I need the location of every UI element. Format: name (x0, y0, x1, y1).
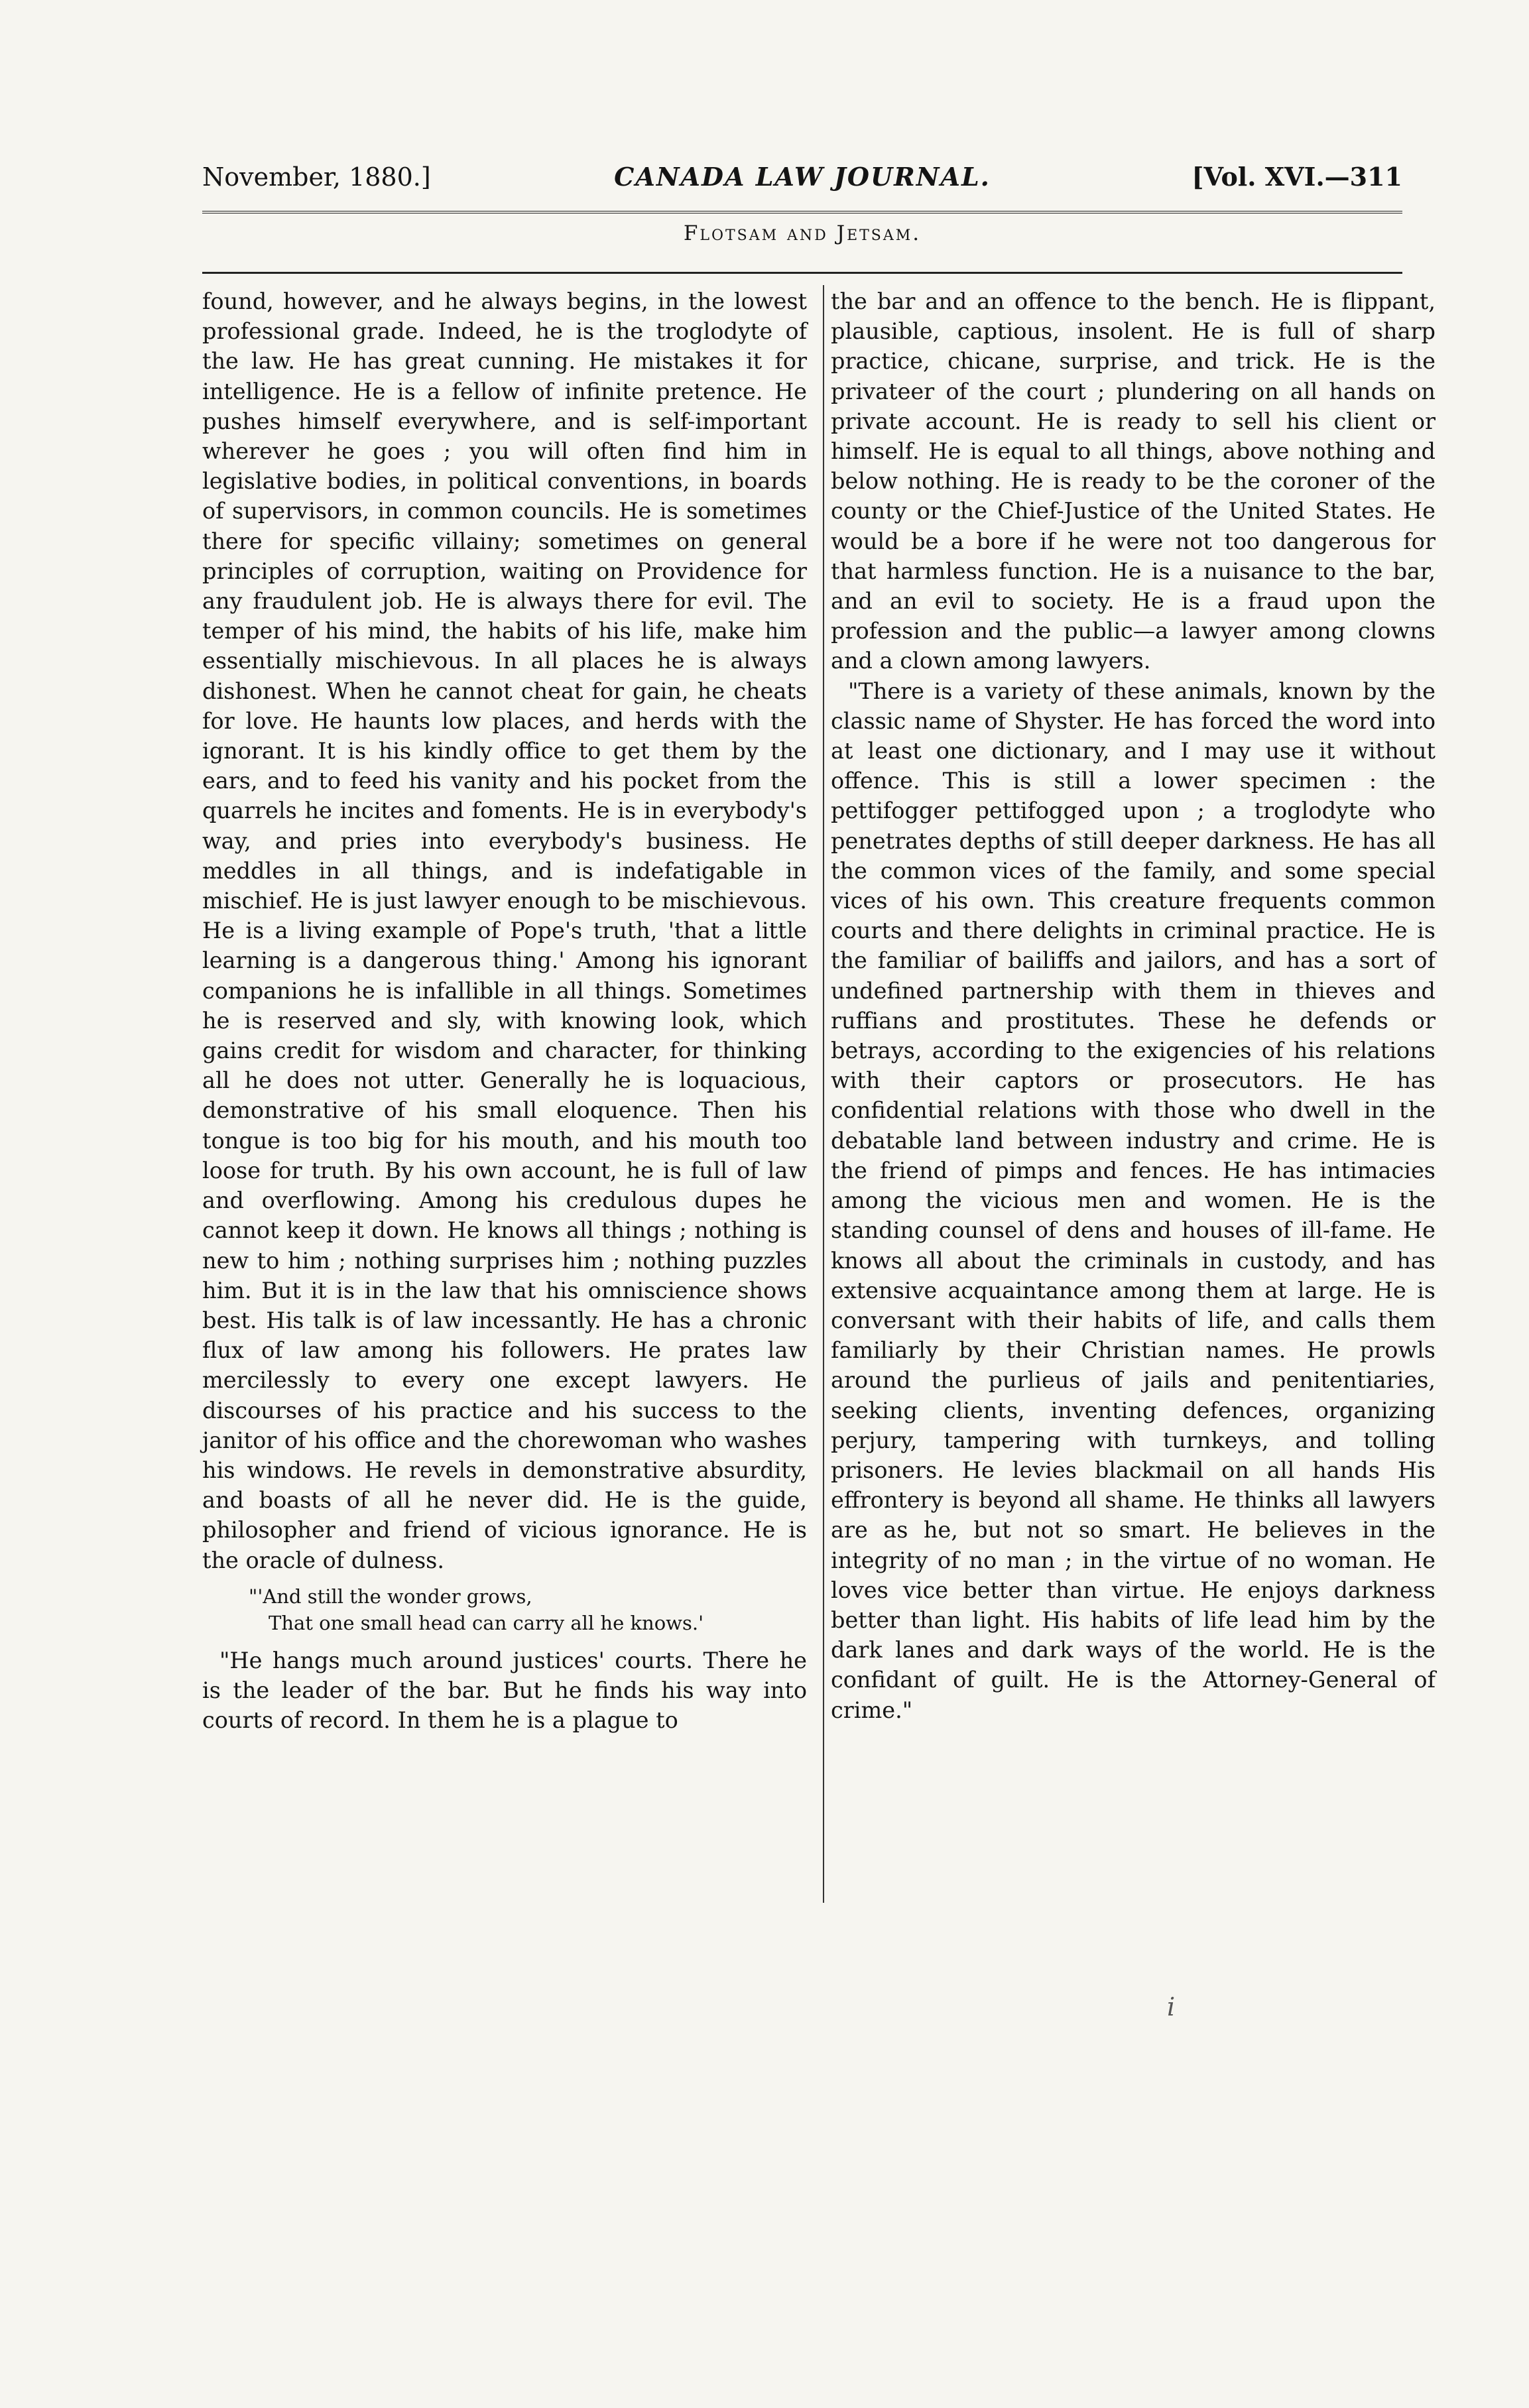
running-header (202, 154, 1402, 200)
volume-page-number: [Vol. XVI.—311 (1192, 162, 1402, 192)
stray-mark: i (1167, 1992, 1176, 2021)
journal-title: CANADA LAW JOURNAL. (614, 162, 991, 192)
right-column (831, 286, 1436, 1725)
left-paragraph-2: "He hangs much around justices' courts. There he is the leader of the bar. But he finds his way into courts of record. In them he is a plague to (202, 1647, 807, 1734)
section-title: Flotsam and Jetsam. (683, 221, 922, 245)
verse-quotation (249, 1583, 807, 1636)
header-date: November, 1880.] (202, 162, 431, 192)
left-paragraph-1: found, however, and he always begins, in the lowest professional grade. Indeed, he is the troglodyte of the law. He has great cunning. He mistakes it for intelligence. He is a fellow of infinite pretence. He pushes himself everywhere, and is self-important wherever he goes ; you will often find him in legislative bodies, in political conventions, in boards of supervisors, in common councils. He is sometimes there for specific villainy; sometimes on general principles of corruption, waiting on Providence for any fraudulent job. He is always there for evil. The temper of his mind, the habits of his life, make him essentially mischievous. In all places he is always dishonest. When he cannot cheat for gain, he cheats for love. He haunts low places, and herds with the ignorant. It is his kindly office to get them by the ears, and to feed his vanity and his pocket from the quarrels he incites and foments. He is in everybody's way, and pries into everybody's business. He meddles in all things, and is indefatigable in mischief. He is just lawyer enough to be mischievous. He is a living example of Pope's truth, 'that a little learning is a dangerous thing.' Among his ignorant companions he is infallible in all things. Sometimes he is reserved and sly, with knowing look, which gains credit for wisdom and character, for thinking all he does not utter. Generally he is loquacious, demonstrative of his small eloquence. Then his tongue is too big for his mouth, and his mouth too loose for truth. By his own account, he is full of law and overflowing. Among his credulous dupes he cannot keep it down. He knows all things ; nothing is new to him ; nothing surprises him ; nothing puzzles him. But it is in the law that his omniscience shows best. His talk is of law incessantly. He has a chronic flux of law among his followers. He prates law mercilessly to every one except lawyers. He discourses of his practice and his success to the janitor of his office and the chorewoman who washes his windows. He revels in demonstrative absurdity, and boasts of all he never did. He is the guide, philosopher and friend of vicious ignorance. He is the oracle of dulness. (202, 288, 807, 1573)
verse-line-2: That one small head can carry all he knows.' (269, 1611, 704, 1634)
verse-line-1: "'And still the wonder grows, (249, 1585, 532, 1608)
left-column (202, 286, 807, 1735)
column-divider (823, 285, 824, 1903)
right-paragraph-1: the bar and an offence to the bench. He is flippant, plausible, captious, insolent. He is full of sharp practice, chicane, surprise, and trick. He is the privateer of the court ; plundering on all hands on private account. He is ready to sell his client or himself. He is equal to all things, above nothing and below nothing. He is ready to be the coroner of the county or the Chief-Justice of the United States. He would be a bore if he were not too dangerous for that harmless function. He is a nuisance to the bar, and an evil to society. He is a fraud upon the profession and the public—a lawyer among clowns and a clown among lawyers. (831, 288, 1436, 674)
header-rule (202, 211, 1402, 213)
right-paragraph-2: "There is a variety of these animals, known by the classic name of Shyster. He has forced the word into at least one dictionary, and I may use it without offence. This is still a lower specimen : the pettifogger pettifogged upon ; a troglodyte who penetrates depths of still deeper darkness. He has all the common vices of the family, and some special vices of his own. This creature frequents common courts and there delights in criminal practice. He is the familiar of bailiffs and jailors, and has a sort of undefined partnership with them in thieves and ruffians and prostitutes. These he defends or betrays, according to the exigencies of his relations with their captors or prosecutors. He has confidential relations with those who dwell in the debatable land between industry and crime. He is the friend of pimps and fences. He has intimacies among the vicious men and women. He is the standing counsel of dens and houses of ill-fame. He knows all about the criminals in custody, and has extensive acquaintance among them at large. He is conversant with their habits of life, and calls them familiarly by their Christian names. He prowls around the purlieus of jails and penitentiaries, seeking clients, inventing defences, organizing perjury, tampering with turnkeys, and tolling prisoners. He levies blackmail on all hands His effrontery is beyond all shame. He thinks all lawyers are as he, but not so smart. He believes in the integrity of no man ; in the virtue of no woman. He loves vice better than virtue. He enjoys darkness better than light. His habits of life lead him by the dark lanes and dark ways of the world. He is the confidant of guilt. He is the Attorney-General of crime." (831, 678, 1436, 1723)
section-rule (202, 272, 1402, 274)
